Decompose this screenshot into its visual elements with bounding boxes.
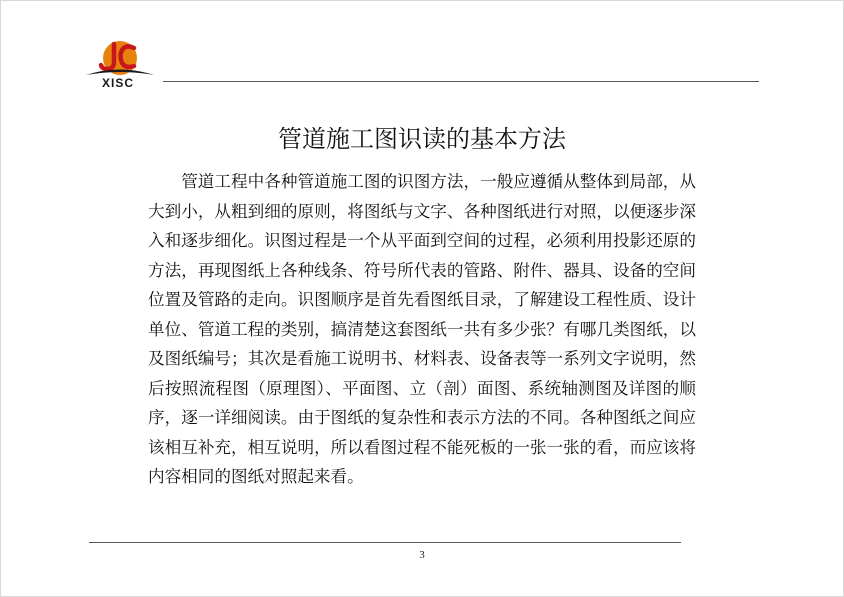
page-number: 3	[419, 549, 425, 561]
footer-divider	[89, 542, 681, 543]
page-title: 管道施工图识读的基本方法	[278, 125, 566, 153]
logo-emblem-icon	[84, 36, 156, 78]
body-paragraph: 管道工程中各种管道施工图的识图方法，一般应遵循从整体到局部，从大到小，从粗到细的原则，将图纸与文字、各种图纸进行对照，以便逐步深入和逐步细化。识图过程是一个从平面到空间的过程，必须利用投影还原的方法，再现图纸上各种线条、符号所代表的管路、附件、器具、设备的空间位置及管路的走向。识图顺序是首先看图纸目录，了解建设工程性质、设计单位、管道工程的类别，搞清楚这套图纸一共有多少张？有哪几类图纸，以及图纸编号；其次是看施工说明书、材料表、设备表等一系列文字说明，然后按照流程图（原理图）、平面图、立（剖）面图、系统轴测图及详图的顺序，逐一详细阅读。由于图纸的复杂性和表示方法的不同。各种图纸之间应该相互补充，相互说明，所以看图过程不能死板的一张一张的看，而应该将内容相同的图纸对照起来看。	[148, 172, 696, 486]
header-divider	[163, 81, 759, 82]
logo-text: XISC	[102, 76, 135, 90]
company-logo	[84, 36, 156, 90]
